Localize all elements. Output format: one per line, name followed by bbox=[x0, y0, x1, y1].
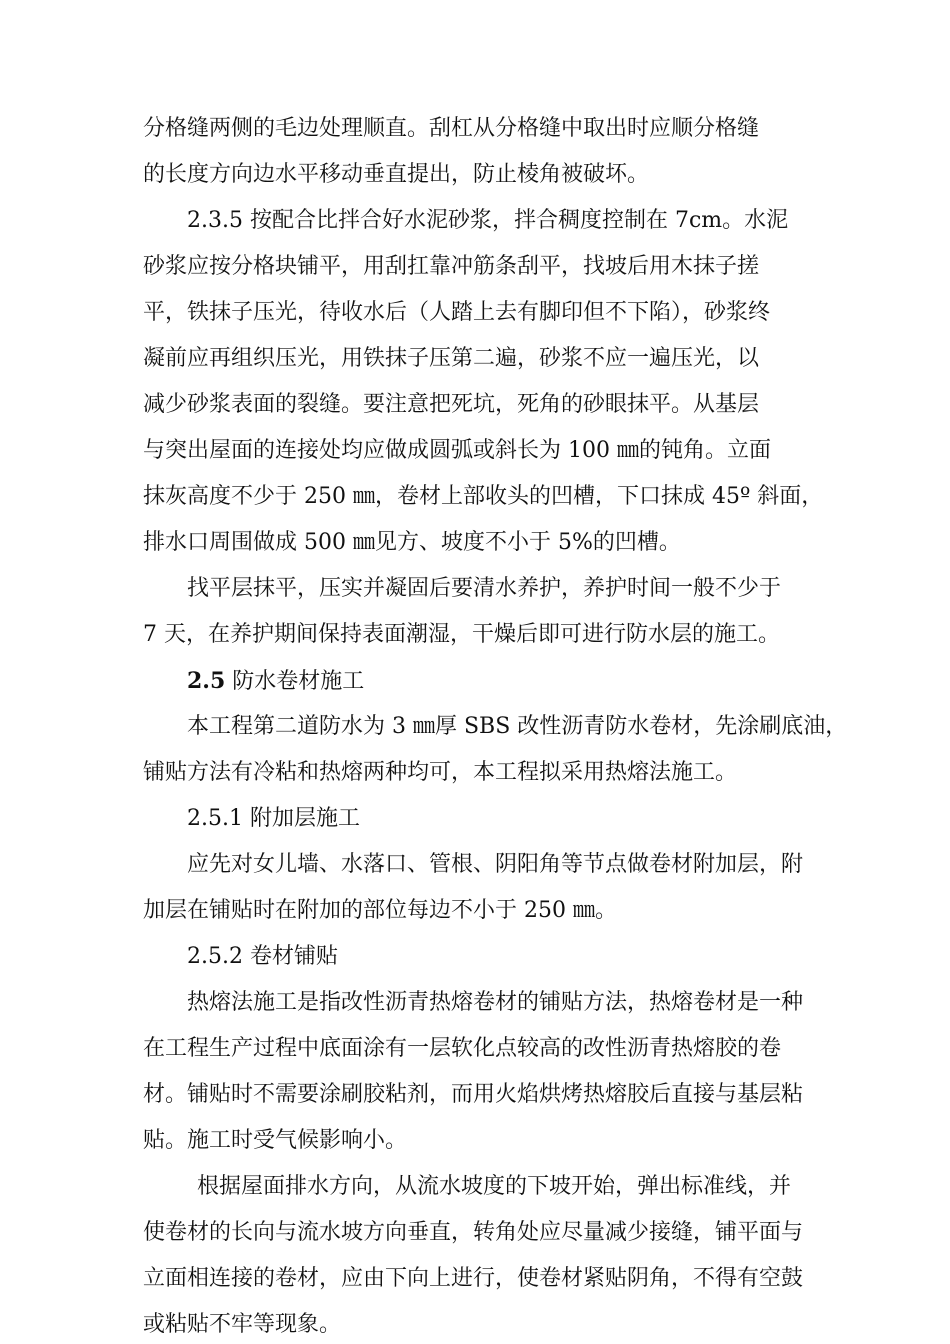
text-line: 7 天，在养护期间保持表面潮湿，干燥后即可进行防水层的施工。 bbox=[143, 622, 780, 647]
text-line: 平，铁抹子压光，待收水后（人踏上去有脚印但不下陷），砂浆终 bbox=[143, 300, 771, 325]
subsection-heading: 2.5.1 附加层施工 bbox=[187, 806, 360, 831]
text-line: 在工程生产过程中底面涂有一层软化点较高的改性沥青热熔胶的卷 bbox=[143, 1036, 782, 1061]
section-number: 2.5 bbox=[187, 668, 226, 694]
text-line: 与突出屋面的连接处均应做成圆弧或斜长为 100 ㎜的钝角。立面 bbox=[143, 438, 771, 463]
text-line: 或粘贴不牢等现象。 bbox=[143, 1312, 342, 1337]
text-line: 本工程第二道防水为 3 ㎜厚 SBS 改性沥青防水卷材，先涂刷底油， bbox=[187, 714, 848, 739]
section-heading bbox=[187, 668, 364, 695]
text-line: 立面相连接的卷材，应由下向上进行，使卷材紧贴阴角，不得有空鼓 bbox=[143, 1266, 804, 1291]
text-line: 凝前应再组织压光，用铁抹子压第二遍，砂浆不应一遍压光，以 bbox=[143, 346, 760, 371]
text-line: 根据屋面排水方向，从流水坡度的下坡开始，弹出标准线，并 bbox=[197, 1174, 792, 1199]
text-line: 贴。施工时受气候影响小。 bbox=[143, 1128, 408, 1153]
text-line: 排水口周围做成 500 ㎜见方、坡度不小于 5%的凹槽。 bbox=[143, 530, 681, 555]
text-line: 砂浆应按分格块铺平，用刮扛靠冲筋条刮平，找坡后用木抹子搓 bbox=[143, 254, 760, 279]
text-line: 加层在铺贴时在附加的部位每边不小于 250 ㎜。 bbox=[143, 898, 617, 923]
section-title: 防水卷材施工 bbox=[232, 669, 365, 694]
text-line: 材。铺贴时不需要涂刷胶粘剂，而用火焰烘烤热熔胶后直接与基层粘 bbox=[143, 1082, 804, 1107]
text-line: 减少砂浆表面的裂缝。要注意把死坑，死角的砂眼抹平。从基层 bbox=[143, 392, 760, 417]
text-line: 抹灰高度不少于 250 ㎜，卷材上部收头的凹槽，下口抹成 45º 斜面， bbox=[143, 484, 824, 509]
text-line: 使卷材的长向与流水坡方向垂直，转角处应尽量减少接缝，铺平面与 bbox=[143, 1220, 804, 1245]
subsection-heading: 2.5.2 卷材铺贴 bbox=[187, 944, 338, 969]
text-line: 的长度方向边水平移动垂直提出，防止棱角被破坏。 bbox=[143, 162, 650, 187]
text-line: 应先对女儿墙、水落口、管根、阴阳角等节点做卷材附加层，附 bbox=[187, 852, 804, 877]
text-line: 2.3.5 按配合比拌合好水泥砂浆，拌合稠度控制在 7cm。水泥 bbox=[187, 208, 789, 233]
text-line: 分格缝两侧的毛边处理顺直。刮杠从分格缝中取出时应顺分格缝 bbox=[143, 116, 760, 141]
text-line: 热熔法施工是指改性沥青热熔卷材的铺贴方法，热熔卷材是一种 bbox=[187, 990, 804, 1015]
text-line: 找平层抹平，压实并凝固后要清水养护，养护时间一般不少于 bbox=[187, 576, 782, 601]
text-line: 铺贴方法有冷粘和热熔两种均可，本工程拟采用热熔法施工。 bbox=[143, 760, 738, 785]
